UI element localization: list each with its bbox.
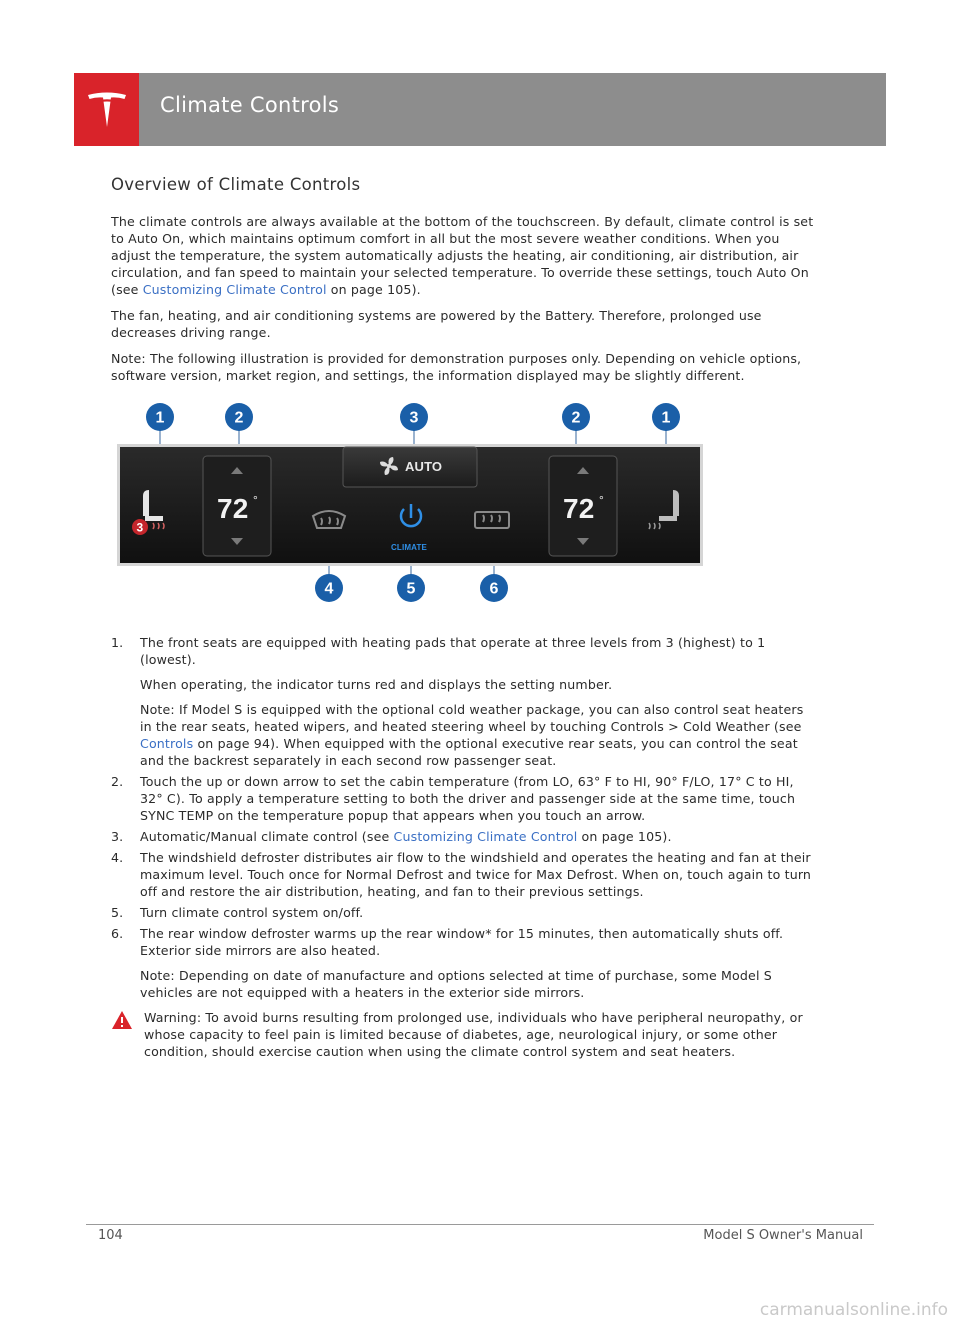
chapter-header (74, 73, 886, 146)
callout-top-3 (400, 403, 428, 431)
list-item: 2. Touch the up or down arrow to set the cabin temperature (from LO, 63° F to HI, 90° F/LO, 17° C to HI, 32° C). To apply a temperature setting to both the driver and passenger side at the same time, touch SYNC TEMP on the temperature popup that appears when you touch an arrow. (111, 774, 796, 823)
callout-top-2 (225, 403, 253, 431)
svg-text:1: 1 (155, 409, 165, 427)
callout-top-1 (146, 403, 174, 431)
list-item: 6. The rear window defroster warms up the rear window* for 15 minutes, then automatically shuts off. Exterior side mirrors are also heated. Note: Depending on date of manufacture and options selected at time of purchase, some Model S vehicles are not equipped with a heaters in the exterior side mirrors. (111, 926, 784, 1000)
svg-text:1: 1 (661, 409, 671, 427)
callout-bottom-4 (315, 574, 343, 602)
temp-left: 72 (217, 493, 249, 524)
page-number: 104 (98, 1228, 123, 1243)
intro-note: Note: The following illustration is provided for demonstration purposes only. Depending on vehicle options, software version, market region, and settings, the information displayed may be slightly different. (111, 351, 802, 383)
svg-text:2: 2 (571, 409, 581, 427)
svg-text:2: 2 (234, 409, 244, 427)
link-customizing-climate-control-2[interactable]: Customizing Climate Control (393, 829, 578, 844)
climate-label: CLIMATE (391, 543, 428, 552)
list-item: 5. Turn climate control system on/off. (111, 905, 364, 920)
svg-text:3: 3 (409, 409, 419, 427)
climate-controls-figure (117, 396, 737, 616)
intro-paragraph-1: The climate controls are always available at the bottom of the touchscreen. By default, climate control is set to Auto On, which maintains optimum comfort in all but the most severe weather conditions. When you adjust the temperature, the system automatically adjusts the heating, air conditioning, air distribution, air circulation, and fan speed to maintain your selected temperature. To override these settings, touch Auto On (see Customizing Climate Control on page 105). (111, 214, 814, 297)
watermark: carmanualsonline.info (759, 1300, 948, 1320)
warning-icon (111, 1010, 133, 1030)
warning-text: Warning: To avoid burns resulting from prolonged use, individuals who have peripheral neuropathy, or whose capacity to feel pain is limited because of diabetes, age, neurological injury, or some other condition, should exercise caution when using the climate control system and seat heaters. (144, 1010, 803, 1059)
svg-text:°: ° (253, 493, 258, 507)
tesla-logo-icon (74, 73, 139, 146)
callout-top-2b (562, 403, 590, 431)
callout-bottom-6 (480, 574, 508, 602)
warning-block (111, 1009, 816, 1060)
page-content (111, 176, 816, 1060)
svg-text:5: 5 (406, 580, 416, 598)
list-item: 1. The front seats are equipped with heating pads that operate at three levels from 3 (highest) to 1 (lowest). When operating, the indicator turns red and displays the setting number. Note: If Model S is equipped with the optional cold weather package, you can also control seat heaters in the rear seats, heated wipers, and heated steering wheel by touching Controls > Cold Weather (see Controls on page 94). When equipped with the optional executive rear seats, you can control the seat and the backrest separately in each second row passenger seat. (111, 635, 804, 768)
callout-descriptions (111, 634, 816, 1001)
link-customizing-climate-control[interactable]: Customizing Climate Control (142, 282, 327, 297)
seat-level: 3 (136, 520, 144, 535)
manual-title: Model S Owner's Manual (703, 1228, 863, 1243)
list-item: 3. Automatic/Manual climate control (see Customizing Climate Control on page 105). (111, 829, 672, 844)
svg-text:6: 6 (489, 580, 499, 598)
section-title: Overview of Climate Controls (111, 175, 361, 194)
svg-text:4: 4 (324, 580, 334, 598)
footer-divider (86, 1224, 874, 1225)
svg-text:°: ° (599, 493, 604, 507)
intro-paragraph-2: The fan, heating, and air conditioning systems are powered by the Battery. Therefore, prolonged use decreases driving range. (111, 308, 762, 340)
link-controls[interactable]: Controls (140, 736, 194, 751)
callout-bottom-5 (397, 574, 425, 602)
callout-top-1b (652, 403, 680, 431)
temp-right: 72 (563, 493, 595, 524)
list-item: 4. The windshield defroster distributes air flow to the windshield and operates the heating and fan at their maximum level. Touch once for Normal Defrost and twice for Max Defrost. When on, touch again to turn off and restore the air distribution, heating, and fan to their previous settings. (111, 850, 812, 899)
auto-label[interactable]: AUTO (405, 459, 443, 474)
header-title: Climate Controls (160, 93, 340, 117)
